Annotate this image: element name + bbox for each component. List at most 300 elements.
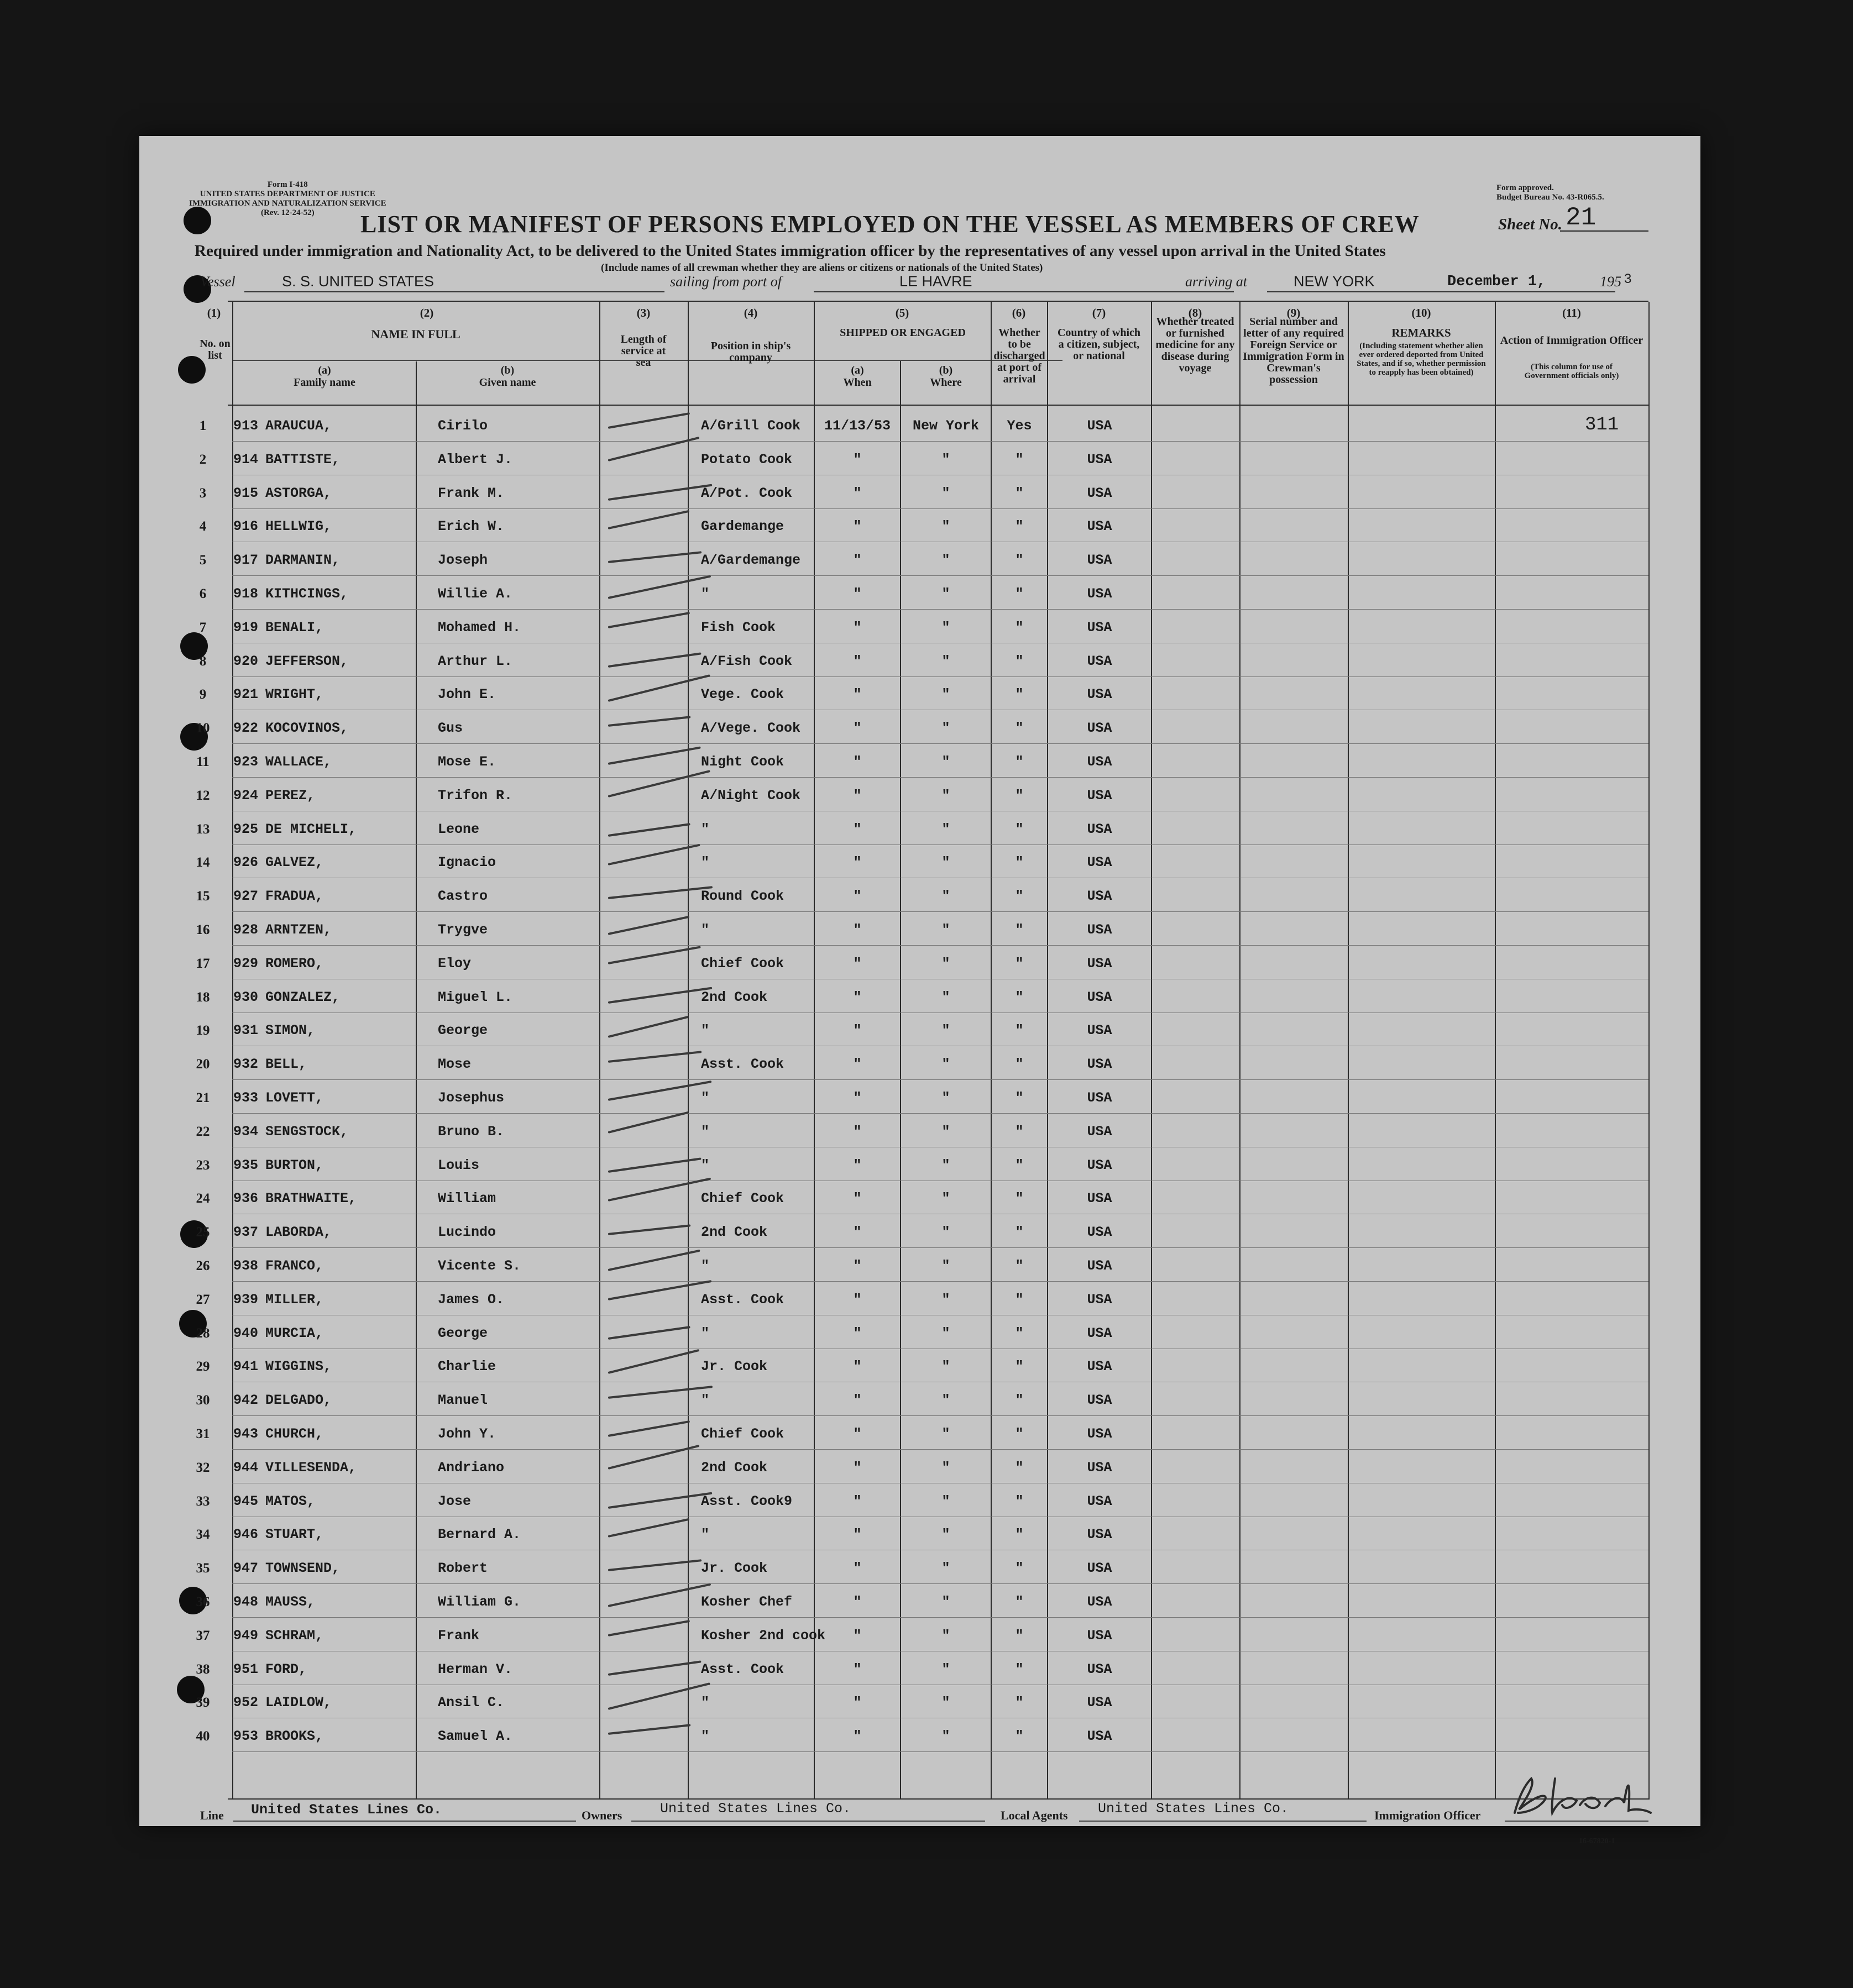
- shipped-when: ": [853, 1426, 862, 1442]
- pencil-check-mark: [608, 1682, 710, 1710]
- table-row: [139, 912, 1700, 946]
- col-number: (1): [207, 306, 221, 319]
- table-row: [139, 1214, 1700, 1248]
- family-name: BROOKS,: [265, 1728, 324, 1745]
- sailing-port: LE HAVRE: [899, 273, 972, 290]
- crew-id: 946: [233, 1527, 259, 1543]
- shipped-where: ": [941, 1527, 950, 1543]
- family-name: ASTORGA,: [265, 485, 332, 501]
- discharged: ": [1015, 1123, 1024, 1140]
- given-name: John E.: [438, 686, 496, 703]
- table-row: [139, 508, 1700, 542]
- country: USA: [1087, 552, 1112, 569]
- officer-label: Immigration Officer: [1374, 1808, 1481, 1822]
- row-number: 2: [199, 452, 207, 467]
- pencil-check-mark: [608, 716, 691, 727]
- family-name: ARAUCUA,: [265, 418, 332, 434]
- discharged: ": [1015, 1090, 1024, 1106]
- position: A/Vege. Cook: [701, 720, 801, 737]
- given-name: Jose: [438, 1493, 472, 1509]
- position: Chief Cook: [701, 955, 784, 972]
- shipped-when: ": [853, 888, 862, 905]
- header-when: When: [843, 376, 872, 389]
- date-underline: [1383, 291, 1615, 292]
- crew-id: 921: [233, 686, 259, 703]
- shipped-where: ": [941, 552, 950, 569]
- position: Vege. Cook: [701, 686, 784, 703]
- shipped-where: ": [941, 888, 950, 905]
- family-name: MURCIA,: [265, 1325, 324, 1341]
- position: Asst. Cook: [701, 1291, 784, 1308]
- table-row: [139, 1046, 1700, 1080]
- row-number: 18: [196, 989, 210, 1005]
- pencil-check-mark: [608, 612, 690, 628]
- col-number: (8): [1188, 306, 1202, 319]
- shipped-where: ": [941, 1594, 950, 1610]
- family-name: WIGGINS,: [265, 1358, 332, 1375]
- given-name: Mohamed H.: [438, 619, 521, 636]
- position: Kosher Chef: [701, 1594, 793, 1610]
- header-remarks-note: (Including statement whether alien ever ordered deported from United States, and if so, whether permission to reapply has been obtained): [1357, 342, 1486, 377]
- row-number: 22: [196, 1124, 210, 1139]
- crew-id: 930: [233, 989, 259, 1005]
- position: ": [701, 1157, 710, 1173]
- shipped-where: ": [941, 518, 950, 535]
- crew-id: 952: [233, 1695, 259, 1711]
- pencil-check-mark: [608, 1420, 690, 1437]
- crew-id: 945: [233, 1493, 259, 1509]
- country: USA: [1087, 1392, 1112, 1409]
- position: ": [701, 1022, 710, 1039]
- family-name: MAUSS,: [265, 1594, 316, 1610]
- pencil-check-mark: [608, 1518, 690, 1538]
- country: USA: [1087, 1022, 1112, 1039]
- family-name: GALVEZ,: [265, 854, 324, 871]
- header-family-sub: (a): [318, 364, 331, 376]
- family-name: DARMANIN,: [265, 552, 341, 569]
- vessel-info-row: [200, 272, 1648, 295]
- given-name: Josephus: [438, 1090, 505, 1106]
- col-number: (5): [895, 306, 909, 319]
- requirement-statement: Required under immigration and Nationality Act, to be delivered to the United States immigration officer by the representatives of any vessel upon arrival in the United States: [195, 242, 1386, 260]
- country: USA: [1087, 922, 1112, 938]
- shipped-where: ": [941, 586, 950, 602]
- crew-id: 918: [233, 586, 259, 602]
- discharged: ": [1015, 754, 1024, 770]
- row-number: 31: [196, 1426, 210, 1441]
- country: USA: [1087, 1358, 1112, 1375]
- country: USA: [1087, 1056, 1112, 1073]
- shipped-where: ": [941, 653, 950, 669]
- country: USA: [1087, 1695, 1112, 1711]
- given-name: Lucindo: [438, 1224, 496, 1241]
- discharged: ": [1015, 1594, 1024, 1610]
- crew-id: 943: [233, 1426, 259, 1442]
- position: 2nd Cook: [701, 1224, 768, 1241]
- table-row: [139, 1147, 1700, 1181]
- discharged: ": [1015, 1224, 1024, 1241]
- shipped-when: ": [853, 1090, 862, 1106]
- shipped-when: ": [853, 485, 862, 501]
- position: ": [701, 1325, 710, 1341]
- position: ": [701, 854, 710, 871]
- discharged: ": [1015, 451, 1024, 468]
- pencil-check-mark: [608, 886, 713, 899]
- shipped-where: ": [941, 1291, 950, 1308]
- crew-id: 913: [233, 418, 259, 434]
- family-name: MATOS,: [265, 1493, 316, 1509]
- crew-id: 937: [233, 1224, 259, 1241]
- given-name: Ansil C.: [438, 1695, 505, 1711]
- table-row: [139, 408, 1700, 442]
- discharged: ": [1015, 1560, 1024, 1577]
- crew-id: 927: [233, 888, 259, 905]
- shipped-where: ": [941, 989, 950, 1005]
- header-name-in-full: NAME IN FULL: [371, 327, 460, 341]
- row-number: 3: [199, 485, 207, 501]
- given-name: Bruno B.: [438, 1123, 505, 1140]
- shipped-when: ": [853, 1056, 862, 1073]
- crew-id: 924: [233, 787, 259, 804]
- family-name: LAIDLOW,: [265, 1695, 332, 1711]
- given-name: John Y.: [438, 1426, 496, 1442]
- pencil-check-mark: [608, 1178, 711, 1202]
- shipped-when: ": [853, 1358, 862, 1375]
- row-number: 38: [196, 1661, 210, 1677]
- table-bottom-rule: [228, 1798, 1648, 1800]
- table-row: [139, 1181, 1700, 1214]
- family-name: FORD,: [265, 1661, 307, 1677]
- table-row: [139, 744, 1700, 778]
- position: ": [701, 1695, 710, 1711]
- family-name: FRADUA,: [265, 888, 324, 905]
- family-name: ROMERO,: [265, 955, 324, 972]
- col-number: (3): [636, 306, 651, 319]
- arriving-port: NEW YORK: [1294, 273, 1375, 290]
- form-approved: [1496, 183, 1604, 202]
- header-where: Where: [930, 376, 962, 389]
- col-number: (2): [420, 306, 434, 319]
- discharged: Yes: [1007, 418, 1032, 434]
- family-name: HELLWIG,: [265, 518, 332, 535]
- crew-id: 951: [233, 1661, 259, 1677]
- given-name: Mose: [438, 1056, 472, 1073]
- shipped-when: ": [853, 451, 862, 468]
- country: USA: [1087, 1627, 1112, 1644]
- owners-label: Owners: [582, 1808, 622, 1822]
- given-name: Mose E.: [438, 754, 496, 770]
- vessel-underline: [244, 291, 664, 292]
- table-row: [139, 1013, 1700, 1046]
- pencil-check-mark: [608, 1016, 689, 1038]
- owners-value: United States Lines Co.: [660, 1801, 851, 1817]
- crew-id: 948: [233, 1594, 259, 1610]
- country: USA: [1087, 787, 1112, 804]
- header-length-of-service: Length of service at sea: [620, 333, 667, 369]
- country: USA: [1087, 1661, 1112, 1677]
- crew-id: 914: [233, 451, 259, 468]
- shipped-where: ": [941, 922, 950, 938]
- crew-id: 933: [233, 1090, 259, 1106]
- pencil-check-mark: [608, 1280, 712, 1300]
- pencil-check-mark: [608, 652, 702, 668]
- crew-id: 926: [233, 854, 259, 871]
- row-number: 34: [196, 1527, 210, 1543]
- shipped-when: ": [853, 955, 862, 972]
- crew-id: 940: [233, 1325, 259, 1341]
- table-row: [139, 676, 1700, 710]
- country: USA: [1087, 518, 1112, 535]
- family-name: DE MICHELI,: [265, 821, 357, 837]
- pencil-check-mark: [608, 987, 713, 1003]
- given-name: Vicente S.: [438, 1258, 521, 1274]
- position: A/Fish Cook: [701, 653, 793, 669]
- shipped-when: ": [853, 1291, 862, 1308]
- shipped-when: ": [853, 1728, 862, 1745]
- shipped-where: ": [941, 1325, 950, 1341]
- country: USA: [1087, 854, 1112, 871]
- shipped-where: ": [941, 1358, 950, 1375]
- country: USA: [1087, 1560, 1112, 1577]
- country: USA: [1087, 1291, 1112, 1308]
- position: A/Pot. Cook: [701, 485, 793, 501]
- department-name: UNITED STATES DEPARTMENT OF JUSTICE: [200, 190, 375, 198]
- given-name: George: [438, 1325, 488, 1341]
- crew-id: 915: [233, 485, 259, 501]
- table-row: [139, 811, 1700, 845]
- family-name: KITHCINGS,: [265, 586, 349, 602]
- position: Gardemange: [701, 518, 784, 535]
- family-name: GONZALEZ,: [265, 989, 341, 1005]
- pencil-check-mark: [608, 1583, 711, 1607]
- crew-id: 928: [233, 922, 259, 938]
- position: ": [701, 586, 710, 602]
- shipped-when: ": [853, 619, 862, 636]
- row-number: 24: [196, 1191, 210, 1207]
- position: Asst. Cook: [701, 1056, 784, 1073]
- country: USA: [1087, 686, 1112, 703]
- row-number: 37: [196, 1628, 210, 1643]
- vessel-label: Vessel: [200, 274, 235, 290]
- crew-id: 936: [233, 1190, 259, 1207]
- shipped-when: ": [853, 1190, 862, 1207]
- country: USA: [1087, 1493, 1112, 1509]
- discharged: ": [1015, 955, 1024, 972]
- table-row: [139, 1382, 1700, 1416]
- family-name: LOVETT,: [265, 1090, 324, 1106]
- row-number: 30: [196, 1393, 210, 1408]
- shipped-where: ": [941, 1258, 950, 1274]
- given-name: Frank M.: [438, 485, 505, 501]
- crew-id: 935: [233, 1157, 259, 1173]
- family-name: BURTON,: [265, 1157, 324, 1173]
- given-name: Eloy: [438, 955, 472, 972]
- shipped-when: ": [853, 1224, 862, 1241]
- shipped-where: ": [941, 821, 950, 837]
- crew-id: 934: [233, 1123, 259, 1140]
- position: ": [701, 1392, 710, 1409]
- header-country: Country of which a citizen, subject, or national: [1057, 327, 1140, 362]
- shipped-when: ": [853, 1123, 862, 1140]
- shipped-when: ": [853, 1661, 862, 1677]
- pencil-check-mark: [608, 1080, 712, 1101]
- position: Jr. Cook: [701, 1560, 768, 1577]
- table-row: [139, 1248, 1700, 1282]
- country: USA: [1087, 619, 1112, 636]
- row-number: 21: [196, 1090, 210, 1105]
- discharged: ": [1015, 1459, 1024, 1476]
- pencil-check-mark: [608, 1660, 702, 1676]
- given-name: Robert: [438, 1560, 488, 1577]
- given-name: Andriano: [438, 1459, 505, 1476]
- pencil-check-mark: [608, 1111, 689, 1134]
- position: Potato Cook: [701, 451, 793, 468]
- table-row: [139, 1450, 1700, 1483]
- country: USA: [1087, 888, 1112, 905]
- shipped-where: ": [941, 686, 950, 703]
- shipped-when: ": [853, 989, 862, 1005]
- country: USA: [1087, 1224, 1112, 1241]
- shipped-when: ": [853, 1527, 862, 1543]
- shipped-where: ": [941, 754, 950, 770]
- header-when-sub: (a): [851, 364, 864, 376]
- shipped-where: ": [941, 1560, 950, 1577]
- shipped-when: ": [853, 1392, 862, 1409]
- shipped-when: ": [853, 821, 862, 837]
- crew-id: 916: [233, 518, 259, 535]
- shipped-when: ": [853, 1493, 862, 1509]
- pencil-check-mark: [608, 1349, 700, 1374]
- country: USA: [1087, 754, 1112, 770]
- family-name: WRIGHT,: [265, 686, 324, 703]
- given-name: Herman V.: [438, 1661, 513, 1677]
- row-number: 29: [196, 1359, 210, 1375]
- row-number: 26: [196, 1258, 210, 1273]
- country: USA: [1087, 451, 1112, 468]
- row-number: 14: [196, 855, 210, 870]
- shipped-when: ": [853, 754, 862, 770]
- table-row: [139, 475, 1700, 509]
- row-number: 16: [196, 922, 210, 937]
- position: Round Cook: [701, 888, 784, 905]
- position: ": [701, 1258, 710, 1274]
- table-row: [139, 1584, 1700, 1618]
- pencil-check-mark: [608, 1724, 691, 1735]
- service-name: IMMIGRATION AND NATURALIZATION SERVICE: [189, 199, 386, 208]
- pencil-check-mark: [608, 1326, 690, 1340]
- crew-id: 931: [233, 1022, 259, 1039]
- given-name: Arthur L.: [438, 653, 513, 669]
- table-row: [139, 442, 1700, 475]
- given-name: Frank: [438, 1627, 480, 1644]
- shipped-where: ": [941, 1056, 950, 1073]
- sheet-label: Sheet No.: [1498, 216, 1562, 233]
- budget-bureau-number: Budget Bureau No. 43-R065.5.: [1496, 193, 1604, 202]
- given-name: Trifon R.: [438, 787, 513, 804]
- header-action-note: (This column for use of Government officials only): [1524, 363, 1619, 380]
- arrival-date: December 1,: [1447, 274, 1546, 290]
- country: USA: [1087, 485, 1112, 501]
- discharged: ": [1015, 854, 1024, 871]
- given-name: Cirilo: [438, 418, 488, 434]
- discharged: ": [1015, 1157, 1024, 1173]
- country: USA: [1087, 955, 1112, 972]
- shipped-where: ": [941, 485, 950, 501]
- country: USA: [1087, 1090, 1112, 1106]
- shipped-when: ": [853, 653, 862, 669]
- crew-id: 947: [233, 1560, 259, 1577]
- country: USA: [1087, 653, 1112, 669]
- shipped-where: ": [941, 955, 950, 972]
- discharged: ": [1015, 1258, 1024, 1274]
- family-name: WALLACE,: [265, 754, 332, 770]
- header-no-on-list: No. on list: [200, 338, 231, 361]
- shipped-when: ": [853, 1022, 862, 1039]
- year-prefix: 195: [1600, 274, 1621, 290]
- agents-label: Local Agents: [1001, 1808, 1068, 1822]
- row-number: 11: [196, 754, 210, 769]
- shipped-where: ": [941, 787, 950, 804]
- position: ": [701, 1123, 710, 1140]
- given-name: Gus: [438, 720, 463, 737]
- shipped-where: ": [941, 451, 950, 468]
- row-number: 5: [199, 553, 207, 568]
- pencil-check-mark: [608, 674, 710, 702]
- discharged: ": [1015, 1426, 1024, 1442]
- col-number: (6): [1012, 306, 1026, 319]
- header-medicine: Whether treated or furnished medicine for any disease during voyage: [1155, 316, 1235, 374]
- print-code: 16-67820-1: [1579, 1837, 1615, 1845]
- shipped-when: ": [853, 1695, 862, 1711]
- header-remarks: REMARKS: [1391, 326, 1451, 339]
- line-label: Line: [200, 1808, 224, 1822]
- position: A/Grill Cook: [701, 418, 801, 434]
- row-number: 15: [196, 889, 210, 904]
- row-number: 6: [199, 586, 207, 601]
- country: USA: [1087, 989, 1112, 1005]
- family-name: ARNTZEN,: [265, 922, 332, 938]
- agents-value: United States Lines Co.: [1098, 1801, 1289, 1817]
- table-row: [139, 1416, 1700, 1450]
- position: Jr. Cook: [701, 1358, 768, 1375]
- pencil-check-mark: [608, 946, 701, 964]
- position: Fish Cook: [701, 619, 776, 636]
- family-name: BELL,: [265, 1056, 307, 1073]
- header-shipped-or-engaged: SHIPPED OR ENGAGED: [840, 327, 966, 339]
- position: Asst. Cook9: [701, 1493, 793, 1509]
- discharged: ": [1015, 686, 1024, 703]
- table-row: [139, 1349, 1700, 1382]
- crew-id: 923: [233, 754, 259, 770]
- discharged: ": [1015, 1358, 1024, 1375]
- crew-id: 922: [233, 720, 259, 737]
- header-discharged: Whether to be discharged at port of arrival: [993, 327, 1045, 385]
- given-name: Leone: [438, 821, 480, 837]
- crew-id: 944: [233, 1459, 259, 1476]
- year-suffix: 3: [1624, 271, 1632, 286]
- shipped-where: ": [941, 1022, 950, 1039]
- row-number: 1: [199, 418, 207, 433]
- shipped-where: ": [941, 1224, 950, 1241]
- table-row: [139, 844, 1700, 878]
- pencil-check-mark: [608, 575, 711, 599]
- family-name: KOCOVINOS,: [265, 720, 349, 737]
- header-bottom-rule: [228, 405, 1648, 406]
- crew-id: 942: [233, 1392, 259, 1409]
- crew-id: 919: [233, 619, 259, 636]
- given-name: William: [438, 1190, 496, 1207]
- row-rule: [232, 1751, 1648, 1752]
